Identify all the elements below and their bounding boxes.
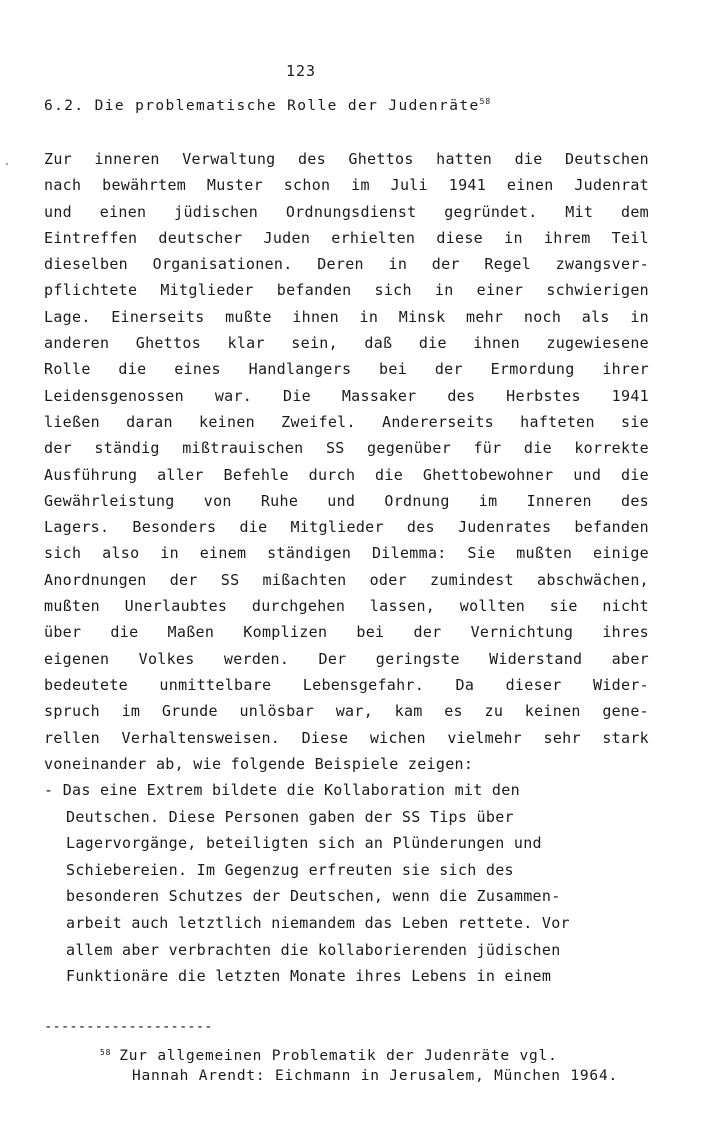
body-line: Zur inneren Verwaltung des Ghettos hatten die Deutschen [44, 150, 649, 168]
list-line: Deutschen. Diese Personen gaben der SS Tips über [66, 807, 514, 826]
body-line: dieselben Organisationen. Deren in der Regel zwangsver- [44, 255, 649, 274]
list-line: arbeit auch letztlich niemandem das Leben rettete. Vor [66, 913, 570, 932]
footnote-line-1 [100, 1043, 618, 1066]
body-line: nach bewährtem Muster schon im Juli 1941 einen Judenrat [44, 176, 649, 195]
section-heading-text: 6.2. Die problematische Rolle der Judenräte [44, 98, 480, 114]
list-line: Lagervorgänge, beteiligten sich an Plünderungen und [66, 834, 542, 853]
bullet-list-item [44, 781, 649, 994]
body-line: Lage. Einerseits mußte ihnen in Minsk mehr noch als in [44, 307, 649, 326]
body-line: und einen jüdischen Ordnungsdienst gegründet. Mit dem [44, 202, 649, 221]
body-line: spruch im Grunde unlösbar war, kam es zu keinen gene- [44, 702, 649, 721]
body-line: bedeutete unmittelbare Lebensgefahr. Da dieser Wider- [44, 675, 649, 694]
scan-speck [6, 163, 8, 165]
body-line: mußten Unerlaubtes durchgehen lassen, wollten sie nicht [44, 597, 649, 616]
body-line: rellen Verhaltensweisen. Diese wichen vielmehr sehr stark [44, 728, 649, 747]
body-line: ließen daran keinen Zweifel. Andererseits hafteten sie [44, 412, 649, 431]
list-line: Funktionäre die letzten Monate ihres Lebens in einem [66, 967, 552, 986]
list-line [44, 781, 649, 808]
section-heading [44, 97, 491, 114]
body-line: Ausführung aller Befehle durch die Ghettobewohner und die [44, 465, 649, 484]
footnote-text-2: Hannah Arendt: Eichmann in Jerusalem, München 1964. [132, 1068, 619, 1084]
footnote-marker: 58 [100, 1048, 112, 1057]
body-line: Rolle die eines Handlangers bei der Ermordung ihrer [44, 360, 649, 379]
footnote [100, 1043, 618, 1086]
body-paragraph [44, 150, 649, 781]
body-line: über die Maßen Komplizen bei der Vernichtung ihres [44, 623, 649, 642]
list-line: besonderen Schutzes der Deutschen, wenn die Zusammen- [66, 887, 561, 906]
body-line: Anordnungen der SS mißachten oder zumindest abschwächen, [44, 570, 649, 589]
body-line: voneinander ab, wie folgende Beispiele zeigen: [44, 754, 474, 773]
list-line-text: Das eine Extrem bildete die Kollaboration mit den [62, 781, 520, 799]
body-line: pflichtete Mitglieder befanden sich in einer schwierigen [44, 281, 649, 300]
body-line: Gewährleistung von Ruhe und Ordnung im Inneren des [44, 491, 649, 510]
heading-footnote-marker: 58 [479, 97, 492, 106]
list-line: Schiebereien. Im Gegenzug erfreuten sie sich des [66, 860, 514, 879]
list-line: allem aber verbrachten die kollaborierenden jüdischen [66, 940, 561, 959]
body-line: der ständig mißtrauischen SS gegenüber für die korrekte [44, 439, 649, 458]
footnote-text-1: Zur allgemeinen Problematik der Judenräte vgl. [119, 1048, 558, 1064]
body-line: eigenen Volkes werden. Der geringste Widerstand aber [44, 649, 649, 668]
page-number: 123 [286, 62, 317, 80]
body-line: sich also in einem ständigen Dilemma: Sie mußten einige [44, 544, 649, 563]
body-line: anderen Ghettos klar sein, daß die ihnen zugewiesene [44, 334, 649, 353]
body-line: Leidensgenossen war. Die Massaker des Herbstes 1941 [44, 386, 649, 405]
footnote-separator: -------------------- [44, 1019, 213, 1035]
body-line: Eintreffen deutscher Juden erhielten diese in ihrem Teil [44, 228, 649, 247]
bullet-dash: - [44, 781, 54, 799]
body-line: Lagers. Besonders die Mitglieder des Judenrates befanden [44, 518, 649, 537]
